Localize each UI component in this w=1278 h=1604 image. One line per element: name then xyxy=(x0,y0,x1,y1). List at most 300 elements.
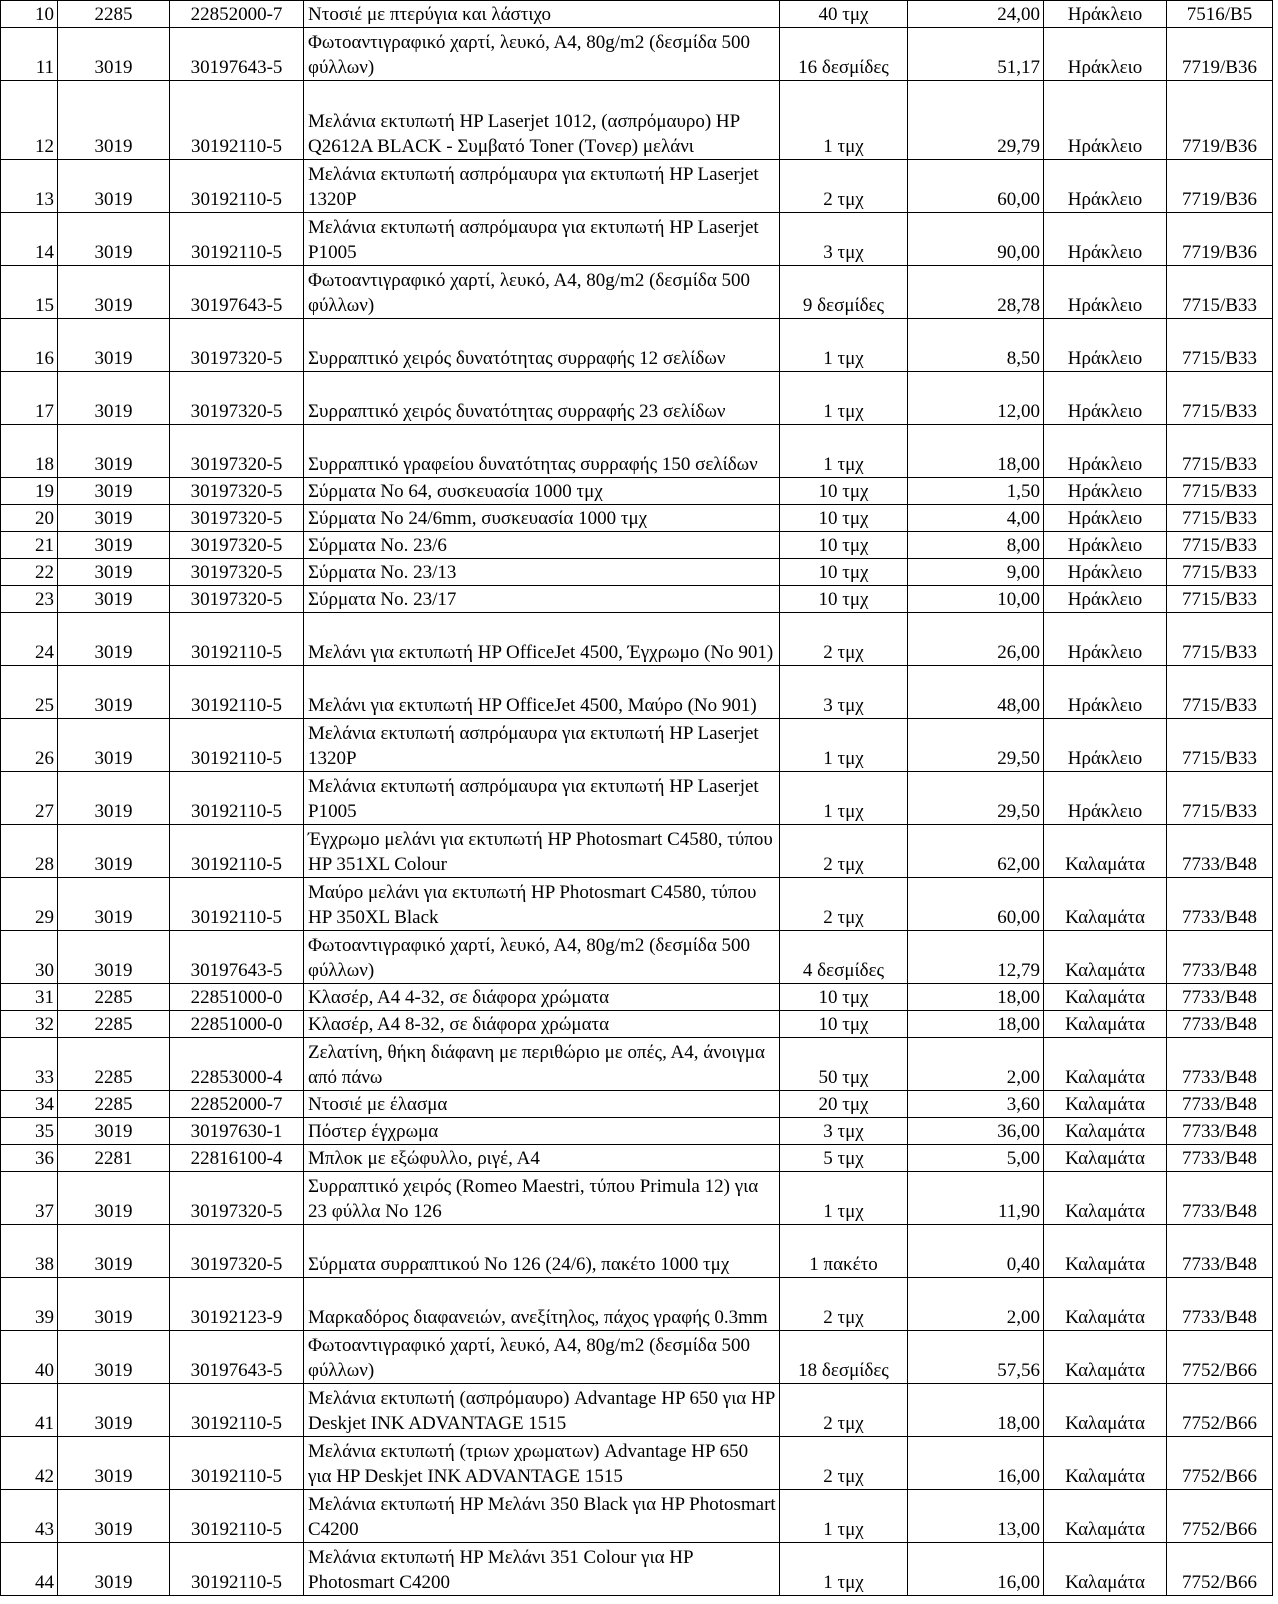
cpv-code-cell: 30192110-5 xyxy=(170,213,304,266)
table-row xyxy=(1,319,1273,372)
city-cell: Ηράκλειο xyxy=(1044,266,1167,319)
cpv-code-cell: 30197320-5 xyxy=(170,372,304,425)
category-code-cell: 3019 xyxy=(58,1118,170,1145)
amount-cell: 0,40 xyxy=(908,1225,1044,1278)
table-row xyxy=(1,559,1273,586)
city-cell: Καλαμάτα xyxy=(1044,1543,1167,1596)
amount-cell: 3,60 xyxy=(908,1091,1044,1118)
amount-cell: 60,00 xyxy=(908,878,1044,931)
reference-cell: 7719/Β36 xyxy=(1167,81,1273,160)
reference-cell: 7715/Β33 xyxy=(1167,559,1273,586)
category-code-cell: 3019 xyxy=(58,266,170,319)
amount-cell: 60,00 xyxy=(908,160,1044,213)
item-description-cell: Μελάνια εκτυπωτή ασπρόμαυρα για εκτυπωτή HP Laserjet P1005 xyxy=(304,772,780,825)
city-cell: Ηράκλειο xyxy=(1044,319,1167,372)
quantity-cell: 10 τμχ xyxy=(780,532,908,559)
reference-cell: 7733/Β48 xyxy=(1167,825,1273,878)
item-description-cell: Φωτοαντιγραφικό χαρτί, λευκό, Α4, 80g/m2 (δεσμίδα 500 φύλλων) xyxy=(304,1331,780,1384)
table-row xyxy=(1,878,1273,931)
quantity-cell: 3 τμχ xyxy=(780,213,908,266)
reference-cell: 7752/Β66 xyxy=(1167,1543,1273,1596)
reference-cell: 7715/Β33 xyxy=(1167,719,1273,772)
item-description-cell: Ντοσιέ με πτερύγια και λάστιχο xyxy=(304,1,780,28)
cpv-code-cell: 30192110-5 xyxy=(170,613,304,666)
row-number-cell: 41 xyxy=(1,1384,58,1437)
row-number-cell: 30 xyxy=(1,931,58,984)
item-description-cell: Σύρματα Νο 64, συσκευασία 1000 τμχ xyxy=(304,478,780,505)
quantity-cell: 9 δεσμίδες xyxy=(780,266,908,319)
row-number-cell: 15 xyxy=(1,266,58,319)
table-row xyxy=(1,1490,1273,1543)
cpv-code-cell: 30197320-5 xyxy=(170,586,304,613)
cpv-code-cell: 30192123-9 xyxy=(170,1278,304,1331)
row-number-cell: 42 xyxy=(1,1437,58,1490)
reference-cell: 7719/Β36 xyxy=(1167,160,1273,213)
category-code-cell: 3019 xyxy=(58,1490,170,1543)
amount-cell: 4,00 xyxy=(908,505,1044,532)
quantity-cell: 10 τμχ xyxy=(780,1011,908,1038)
city-cell: Ηράκλειο xyxy=(1044,613,1167,666)
cpv-code-cell: 30192110-5 xyxy=(170,81,304,160)
reference-cell: 7719/Β36 xyxy=(1167,28,1273,81)
city-cell: Ηράκλειο xyxy=(1044,425,1167,478)
reference-cell: 7733/Β48 xyxy=(1167,878,1273,931)
amount-cell: 57,56 xyxy=(908,1331,1044,1384)
table-row xyxy=(1,1331,1273,1384)
row-number-cell: 14 xyxy=(1,213,58,266)
item-description-cell: Σύρματα συρραπτικού Νο 126 (24/6), πακέτο 1000 τμχ xyxy=(304,1225,780,1278)
item-description-cell: Σύρματα Νο. 23/17 xyxy=(304,586,780,613)
city-cell: Καλαμάτα xyxy=(1044,984,1167,1011)
table-row xyxy=(1,931,1273,984)
row-number-cell: 18 xyxy=(1,425,58,478)
row-number-cell: 35 xyxy=(1,1118,58,1145)
row-number-cell: 27 xyxy=(1,772,58,825)
cpv-code-cell: 30192110-5 xyxy=(170,719,304,772)
table-row xyxy=(1,1384,1273,1437)
quantity-cell: 1 πακέτο xyxy=(780,1225,908,1278)
cpv-code-cell: 30192110-5 xyxy=(170,1437,304,1490)
row-number-cell: 12 xyxy=(1,81,58,160)
category-code-cell: 3019 xyxy=(58,1543,170,1596)
item-description-cell: Συρραπτικό χειρός δυνατότητας συρραφής 12 σελίδων xyxy=(304,319,780,372)
table-row xyxy=(1,719,1273,772)
amount-cell: 2,00 xyxy=(908,1278,1044,1331)
quantity-cell: 1 τμχ xyxy=(780,772,908,825)
item-description-cell: Φωτοαντιγραφικό χαρτί, λευκό, Α4, 80g/m2 (δεσμίδα 500 φύλλων) xyxy=(304,266,780,319)
reference-cell: 7752/Β66 xyxy=(1167,1331,1273,1384)
cpv-code-cell: 30197320-5 xyxy=(170,478,304,505)
row-number-cell: 17 xyxy=(1,372,58,425)
item-description-cell: Σύρματα Νο. 23/6 xyxy=(304,532,780,559)
cpv-code-cell: 30197643-5 xyxy=(170,28,304,81)
row-number-cell: 21 xyxy=(1,532,58,559)
item-description-cell: Μελάνι για εκτυπωτή HP OfficeJet 4500, Έγχρωμο (Νο 901) xyxy=(304,613,780,666)
category-code-cell: 3019 xyxy=(58,878,170,931)
city-cell: Ηράκλειο xyxy=(1044,559,1167,586)
item-description-cell: Μελάνια εκτυπωτή (ασπρόμαυρο) Advantage HP 650 για HP Deskjet INK ADVANTAGE 1515 xyxy=(304,1384,780,1437)
quantity-cell: 3 τμχ xyxy=(780,666,908,719)
cpv-code-cell: 30197320-5 xyxy=(170,425,304,478)
city-cell: Καλαμάτα xyxy=(1044,1172,1167,1225)
category-code-cell: 3019 xyxy=(58,1384,170,1437)
row-number-cell: 24 xyxy=(1,613,58,666)
category-code-cell: 2281 xyxy=(58,1145,170,1172)
item-description-cell: Μελάνια εκτυπωτή HP Μελάνι 350 Black για HP Photosmart C4200 xyxy=(304,1490,780,1543)
category-code-cell: 3019 xyxy=(58,28,170,81)
table-row xyxy=(1,478,1273,505)
item-description-cell: Μελάνι για εκτυπωτή HP OfficeJet 4500, Μαύρο (Νο 901) xyxy=(304,666,780,719)
cpv-code-cell: 30197320-5 xyxy=(170,319,304,372)
item-description-cell: Μελάνια εκτυπωτή (τριων χρωματων) Advantage HP 650 για HP Deskjet INK ADVANTAGE 1515 xyxy=(304,1437,780,1490)
category-code-cell: 3019 xyxy=(58,1172,170,1225)
category-code-cell: 3019 xyxy=(58,372,170,425)
city-cell: Καλαμάτα xyxy=(1044,931,1167,984)
quantity-cell: 5 τμχ xyxy=(780,1145,908,1172)
item-description-cell: Σύρματα Νο. 23/13 xyxy=(304,559,780,586)
row-number-cell: 19 xyxy=(1,478,58,505)
row-number-cell: 33 xyxy=(1,1038,58,1091)
amount-cell: 16,00 xyxy=(908,1543,1044,1596)
quantity-cell: 2 τμχ xyxy=(780,1437,908,1490)
table-row xyxy=(1,372,1273,425)
quantity-cell: 1 τμχ xyxy=(780,1543,908,1596)
category-code-cell: 3019 xyxy=(58,1331,170,1384)
reference-cell: 7715/Β33 xyxy=(1167,478,1273,505)
city-cell: Ηράκλειο xyxy=(1044,1,1167,28)
category-code-cell: 3019 xyxy=(58,931,170,984)
category-code-cell: 3019 xyxy=(58,719,170,772)
amount-cell: 62,00 xyxy=(908,825,1044,878)
row-number-cell: 10 xyxy=(1,1,58,28)
amount-cell: 36,00 xyxy=(908,1118,1044,1145)
amount-cell: 29,50 xyxy=(908,719,1044,772)
category-code-cell: 3019 xyxy=(58,478,170,505)
cpv-code-cell: 22816100-4 xyxy=(170,1145,304,1172)
cpv-code-cell: 30192110-5 xyxy=(170,825,304,878)
quantity-cell: 2 τμχ xyxy=(780,825,908,878)
table-row xyxy=(1,1543,1273,1596)
row-number-cell: 37 xyxy=(1,1172,58,1225)
category-code-cell: 3019 xyxy=(58,81,170,160)
category-code-cell: 3019 xyxy=(58,1225,170,1278)
reference-cell: 7752/Β66 xyxy=(1167,1490,1273,1543)
row-number-cell: 32 xyxy=(1,1011,58,1038)
table-row xyxy=(1,772,1273,825)
amount-cell: 18,00 xyxy=(908,425,1044,478)
row-number-cell: 26 xyxy=(1,719,58,772)
reference-cell: 7733/Β48 xyxy=(1167,984,1273,1011)
item-description-cell: Κλασέρ, Α4 8-32, σε διάφορα χρώματα xyxy=(304,1011,780,1038)
amount-cell: 29,50 xyxy=(908,772,1044,825)
reference-cell: 7733/Β48 xyxy=(1167,931,1273,984)
cpv-code-cell: 30197320-5 xyxy=(170,559,304,586)
cpv-code-cell: 30197630-1 xyxy=(170,1118,304,1145)
amount-cell: 8,00 xyxy=(908,532,1044,559)
city-cell: Ηράκλειο xyxy=(1044,505,1167,532)
quantity-cell: 1 τμχ xyxy=(780,425,908,478)
quantity-cell: 4 δεσμίδες xyxy=(780,931,908,984)
amount-cell: 9,00 xyxy=(908,559,1044,586)
reference-cell: 7733/Β48 xyxy=(1167,1225,1273,1278)
row-number-cell: 22 xyxy=(1,559,58,586)
category-code-cell: 3019 xyxy=(58,666,170,719)
quantity-cell: 1 τμχ xyxy=(780,719,908,772)
item-description-cell: Ντοσιέ με έλασμα xyxy=(304,1091,780,1118)
cpv-code-cell: 30192110-5 xyxy=(170,160,304,213)
city-cell: Καλαμάτα xyxy=(1044,1490,1167,1543)
item-description-cell: Φωτοαντιγραφικό χαρτί, λευκό, Α4, 80g/m2 (δεσμίδα 500 φύλλων) xyxy=(304,931,780,984)
amount-cell: 5,00 xyxy=(908,1145,1044,1172)
row-number-cell: 34 xyxy=(1,1091,58,1118)
amount-cell: 51,17 xyxy=(908,28,1044,81)
amount-cell: 11,90 xyxy=(908,1172,1044,1225)
category-code-cell: 2285 xyxy=(58,984,170,1011)
table-row xyxy=(1,586,1273,613)
city-cell: Καλαμάτα xyxy=(1044,1384,1167,1437)
reference-cell: 7733/Β48 xyxy=(1167,1091,1273,1118)
item-description-cell: Μελάνια εκτυπωτή ασπρόμαυρα για εκτυπωτή HP Laserjet 1320P xyxy=(304,160,780,213)
amount-cell: 16,00 xyxy=(908,1437,1044,1490)
amount-cell: 13,00 xyxy=(908,1490,1044,1543)
item-description-cell: Μαύρο μελάνι για εκτυπωτή HP Photosmart C4580, τύπου HP 350XL Black xyxy=(304,878,780,931)
cpv-code-cell: 30197320-5 xyxy=(170,1225,304,1278)
category-code-cell: 2285 xyxy=(58,1,170,28)
quantity-cell: 1 τμχ xyxy=(780,1172,908,1225)
table-row xyxy=(1,1172,1273,1225)
reference-cell: 7733/Β48 xyxy=(1167,1172,1273,1225)
cpv-code-cell: 22852000-7 xyxy=(170,1091,304,1118)
quantity-cell: 1 τμχ xyxy=(780,1490,908,1543)
category-code-cell: 3019 xyxy=(58,825,170,878)
table-row xyxy=(1,666,1273,719)
reference-cell: 7733/Β48 xyxy=(1167,1011,1273,1038)
reference-cell: 7715/Β33 xyxy=(1167,772,1273,825)
amount-cell: 8,50 xyxy=(908,319,1044,372)
reference-cell: 7715/Β33 xyxy=(1167,505,1273,532)
cpv-code-cell: 30197320-5 xyxy=(170,505,304,532)
amount-cell: 2,00 xyxy=(908,1038,1044,1091)
quantity-cell: 10 τμχ xyxy=(780,505,908,532)
city-cell: Καλαμάτα xyxy=(1044,1145,1167,1172)
city-cell: Καλαμάτα xyxy=(1044,1091,1167,1118)
quantity-cell: 2 τμχ xyxy=(780,160,908,213)
table-row xyxy=(1,1118,1273,1145)
city-cell: Ηράκλειο xyxy=(1044,81,1167,160)
row-number-cell: 38 xyxy=(1,1225,58,1278)
category-code-cell: 3019 xyxy=(58,559,170,586)
amount-cell: 90,00 xyxy=(908,213,1044,266)
item-description-cell: Πόστερ έγχρωμα xyxy=(304,1118,780,1145)
quantity-cell: 10 τμχ xyxy=(780,559,908,586)
amount-cell: 28,78 xyxy=(908,266,1044,319)
table-row xyxy=(1,1011,1273,1038)
reference-cell: 7752/Β66 xyxy=(1167,1384,1273,1437)
cpv-code-cell: 30192110-5 xyxy=(170,878,304,931)
category-code-cell: 2285 xyxy=(58,1038,170,1091)
row-number-cell: 11 xyxy=(1,28,58,81)
table-row xyxy=(1,1038,1273,1091)
item-description-cell: Μπλοκ με εξώφυλλο, ριγέ, Α4 xyxy=(304,1145,780,1172)
cpv-code-cell: 30192110-5 xyxy=(170,1543,304,1596)
cpv-code-cell: 22851000-0 xyxy=(170,1011,304,1038)
reference-cell: 7715/Β33 xyxy=(1167,319,1273,372)
quantity-cell: 10 τμχ xyxy=(780,984,908,1011)
table-row xyxy=(1,81,1273,160)
reference-cell: 7733/Β48 xyxy=(1167,1145,1273,1172)
city-cell: Καλαμάτα xyxy=(1044,1437,1167,1490)
cpv-code-cell: 30192110-5 xyxy=(170,1384,304,1437)
city-cell: Καλαμάτα xyxy=(1044,1331,1167,1384)
category-code-cell: 3019 xyxy=(58,1437,170,1490)
row-number-cell: 43 xyxy=(1,1490,58,1543)
city-cell: Καλαμάτα xyxy=(1044,1011,1167,1038)
amount-cell: 18,00 xyxy=(908,1384,1044,1437)
city-cell: Καλαμάτα xyxy=(1044,878,1167,931)
item-description-cell: Μελάνια εκτυπωτή ασπρόμαυρα για εκτυπωτή HP Laserjet 1320P xyxy=(304,719,780,772)
reference-cell: 7715/Β33 xyxy=(1167,666,1273,719)
cpv-code-cell: 30192110-5 xyxy=(170,772,304,825)
reference-cell: 7715/Β33 xyxy=(1167,586,1273,613)
table-row xyxy=(1,532,1273,559)
table-row xyxy=(1,1278,1273,1331)
city-cell: Ηράκλειο xyxy=(1044,478,1167,505)
item-description-cell: Μελάνια εκτυπωτή HP Μελάνι 351 Colour για HP Photosmart C4200 xyxy=(304,1543,780,1596)
cpv-code-cell: 22851000-0 xyxy=(170,984,304,1011)
quantity-cell: 20 τμχ xyxy=(780,1091,908,1118)
quantity-cell: 1 τμχ xyxy=(780,372,908,425)
table-body xyxy=(1,1,1273,1596)
category-code-cell: 3019 xyxy=(58,425,170,478)
cpv-code-cell: 30197643-5 xyxy=(170,931,304,984)
reference-cell: 7733/Β48 xyxy=(1167,1038,1273,1091)
row-number-cell: 20 xyxy=(1,505,58,532)
city-cell: Καλαμάτα xyxy=(1044,825,1167,878)
category-code-cell: 3019 xyxy=(58,586,170,613)
reference-cell: 7733/Β48 xyxy=(1167,1118,1273,1145)
table-row xyxy=(1,266,1273,319)
reference-cell: 7715/Β33 xyxy=(1167,613,1273,666)
item-description-cell: Μελάνια εκτυπωτή HP Laserjet 1012, (ασπρόμαυρο) HP Q2612A BLACK - Συμβατό Toner (Tονερ) μελάνι xyxy=(304,81,780,160)
table-row xyxy=(1,28,1273,81)
category-code-cell: 3019 xyxy=(58,1278,170,1331)
cpv-code-cell: 22853000-4 xyxy=(170,1038,304,1091)
table-row xyxy=(1,213,1273,266)
cpv-code-cell: 30192110-5 xyxy=(170,666,304,719)
item-description-cell: Κλασέρ, Α4 4-32, σε διάφορα χρώματα xyxy=(304,984,780,1011)
quantity-cell: 2 τμχ xyxy=(780,878,908,931)
item-description-cell: Ζελατίνη, θήκη διάφανη με περιθώριο με οπές, Α4, άνοιγμα από πάνω xyxy=(304,1038,780,1091)
amount-cell: 1,50 xyxy=(908,478,1044,505)
row-number-cell: 16 xyxy=(1,319,58,372)
row-number-cell: 23 xyxy=(1,586,58,613)
quantity-cell: 1 τμχ xyxy=(780,81,908,160)
table-row xyxy=(1,984,1273,1011)
reference-cell: 7516/Β5 xyxy=(1167,1,1273,28)
quantity-cell: 2 τμχ xyxy=(780,613,908,666)
quantity-cell: 16 δεσμίδες xyxy=(780,28,908,81)
table-row xyxy=(1,425,1273,478)
row-number-cell: 29 xyxy=(1,878,58,931)
table-row xyxy=(1,825,1273,878)
quantity-cell: 3 τμχ xyxy=(780,1118,908,1145)
table-row xyxy=(1,1145,1273,1172)
quantity-cell: 50 τμχ xyxy=(780,1038,908,1091)
cpv-code-cell: 22852000-7 xyxy=(170,1,304,28)
table-row xyxy=(1,505,1273,532)
city-cell: Καλαμάτα xyxy=(1044,1118,1167,1145)
item-description-cell: Μαρκαδόρος διαφανειών, ανεξίτηλος, πάχος γραφής 0.3mm xyxy=(304,1278,780,1331)
city-cell: Καλαμάτα xyxy=(1044,1278,1167,1331)
reference-cell: 7715/Β33 xyxy=(1167,425,1273,478)
amount-cell: 29,79 xyxy=(908,81,1044,160)
cpv-code-cell: 30192110-5 xyxy=(170,1490,304,1543)
item-description-cell: Σύρματα Νο 24/6mm, συσκευασία 1000 τμχ xyxy=(304,505,780,532)
city-cell: Ηράκλειο xyxy=(1044,666,1167,719)
cpv-code-cell: 30197320-5 xyxy=(170,1172,304,1225)
quantity-cell: 1 τμχ xyxy=(780,319,908,372)
amount-cell: 18,00 xyxy=(908,984,1044,1011)
reference-cell: 7752/Β66 xyxy=(1167,1437,1273,1490)
item-description-cell: Συρραπτικό γραφείου δυνατότητας συρραφής 150 σελίδων xyxy=(304,425,780,478)
row-number-cell: 13 xyxy=(1,160,58,213)
item-description-cell: Συρραπτικό χειρός δυνατότητας συρραφής 23 σελίδων xyxy=(304,372,780,425)
city-cell: Ηράκλειο xyxy=(1044,772,1167,825)
table-row xyxy=(1,1437,1273,1490)
row-number-cell: 28 xyxy=(1,825,58,878)
amount-cell: 18,00 xyxy=(908,1011,1044,1038)
quantity-cell: 2 τμχ xyxy=(780,1384,908,1437)
category-code-cell: 3019 xyxy=(58,505,170,532)
table-row xyxy=(1,1,1273,28)
reference-cell: 7719/Β36 xyxy=(1167,213,1273,266)
quantity-cell: 40 τμχ xyxy=(780,1,908,28)
category-code-cell: 3019 xyxy=(58,532,170,559)
city-cell: Ηράκλειο xyxy=(1044,532,1167,559)
category-code-cell: 3019 xyxy=(58,160,170,213)
category-code-cell: 3019 xyxy=(58,319,170,372)
quantity-cell: 2 τμχ xyxy=(780,1278,908,1331)
category-code-cell: 3019 xyxy=(58,772,170,825)
category-code-cell: 3019 xyxy=(58,213,170,266)
city-cell: Ηράκλειο xyxy=(1044,160,1167,213)
amount-cell: 48,00 xyxy=(908,666,1044,719)
reference-cell: 7715/Β33 xyxy=(1167,532,1273,559)
cpv-code-cell: 30197320-5 xyxy=(170,532,304,559)
table-row xyxy=(1,160,1273,213)
city-cell: Ηράκλειο xyxy=(1044,586,1167,613)
amount-cell: 12,00 xyxy=(908,372,1044,425)
category-code-cell: 2285 xyxy=(58,1011,170,1038)
amount-cell: 12,79 xyxy=(908,931,1044,984)
table-row xyxy=(1,1225,1273,1278)
row-number-cell: 31 xyxy=(1,984,58,1011)
city-cell: Ηράκλειο xyxy=(1044,372,1167,425)
item-description-cell: Συρραπτικό χειρός (Romeo Maestri, τύπου Primula 12) για 23 φύλλα Νο 126 xyxy=(304,1172,780,1225)
quantity-cell: 10 τμχ xyxy=(780,478,908,505)
city-cell: Ηράκλειο xyxy=(1044,28,1167,81)
item-description-cell: Έγχρωμο μελάνι για εκτυπωτή HP Photosmart C4580, τύπου HP 351XL Colour xyxy=(304,825,780,878)
category-code-cell: 3019 xyxy=(58,613,170,666)
reference-cell: 7733/Β48 xyxy=(1167,1278,1273,1331)
table-row xyxy=(1,613,1273,666)
row-number-cell: 44 xyxy=(1,1543,58,1596)
amount-cell: 26,00 xyxy=(908,613,1044,666)
reference-cell: 7715/Β33 xyxy=(1167,372,1273,425)
quantity-cell: 10 τμχ xyxy=(780,586,908,613)
amount-cell: 10,00 xyxy=(908,586,1044,613)
cpv-code-cell: 30197643-5 xyxy=(170,266,304,319)
